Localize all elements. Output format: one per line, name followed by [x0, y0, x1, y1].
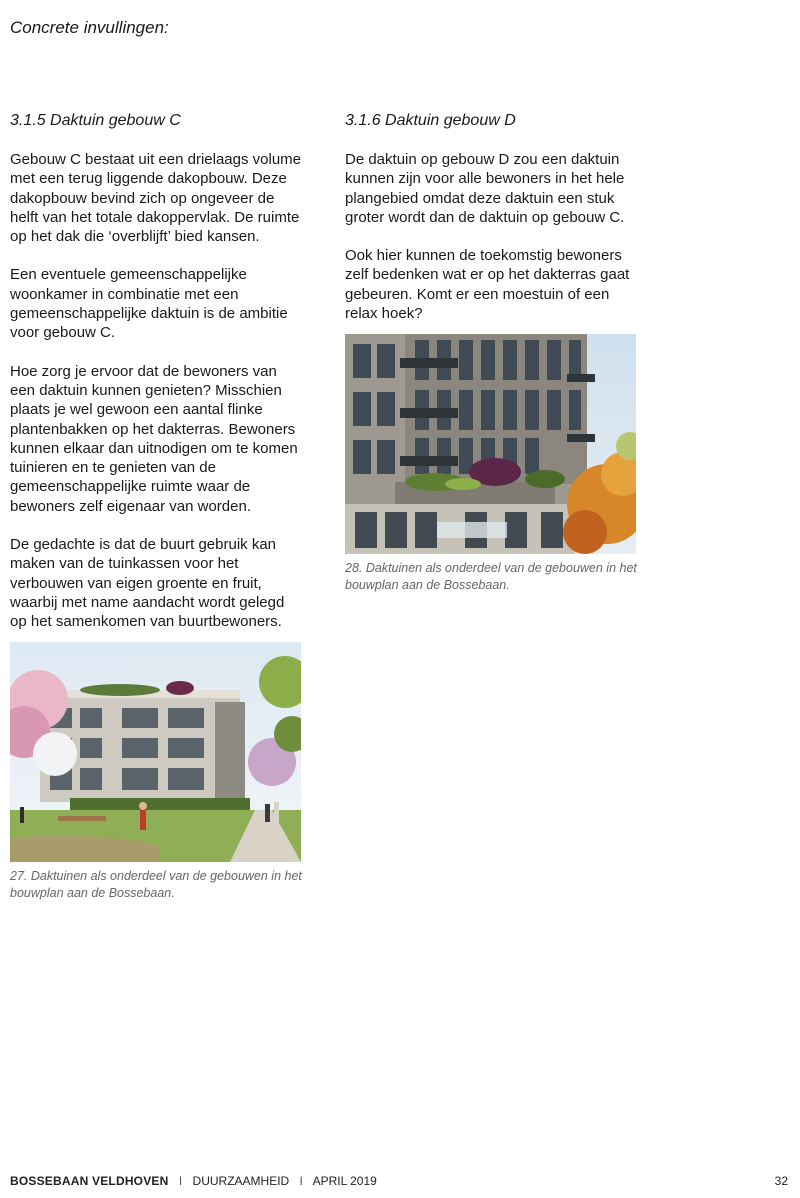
page-heading: Concrete invullingen:	[10, 18, 169, 37]
paragraph: Ook hier kunnen de toekomstig bewoners zelf bedenken wat er op het dakterras gaat gebeuren. Komt er een moestuin of een relax hoek?	[345, 247, 630, 323]
section-title-gebouw-d: 3.1.6 Daktuin gebouw D	[345, 112, 516, 129]
section-title-gebouw-c: 3.1.5 Daktuin gebouw C	[10, 112, 181, 129]
footer-brand: BOSSEBAAN VELDHOVEN	[10, 1174, 169, 1188]
figure-27	[10, 642, 305, 902]
rendering-gebouw-c-image	[10, 642, 301, 862]
paragraph: Hoe zorg je ervoor dat de bewoners van een daktuin kunnen genieten? Misschien plaats je wel gewoon een aantal flinke plantenbakken op het dakterras. Bewoners kunnen elkaar dan uitnodigen om te komen tuinieren en te genieten van de gemeenschappelijke ruimte waar de bewoners zelf eigenaar van worden.	[10, 362, 298, 515]
right-column	[345, 112, 640, 594]
paragraph: De daktuin op gebouw D zou een daktuin kunnen zijn voor alle bewoners in het hele plangebied omdat deze daktuin een stuk groter wordt dan de daktuin op gebouw C.	[345, 151, 625, 226]
page-footer	[10, 1174, 788, 1192]
footer-separator: I	[178, 1174, 183, 1188]
page-number: 32	[774, 1174, 788, 1188]
paragraph: De gedachte is dat de buurt gebruik kan maken van de tuinkassen voor het verbouwen van eigen groente en fruit, waarbij met name aandacht wordt gelegd op het samenkomen van buurtbewoners.	[10, 536, 285, 631]
paragraph: Gebouw C bestaat uit een drielaags volume met een terug liggende dakopbouw. Deze dakopbouw bevind zich op ongeveer de helft van het totale dakoppervlak. De ruimte op het dak die ‘overblijft’ bied kansen.	[10, 151, 302, 246]
figure-caption: 28. Daktuinen als onderdeel van de gebouwen in het bouwplan aan de Bossebaan.	[345, 561, 637, 593]
footer-section: DUURZAAMHEID	[192, 1174, 290, 1188]
figure-28	[345, 334, 640, 594]
rendering-gebouw-d-image	[345, 334, 636, 554]
figure-caption: 27. Daktuinen als onderdeel van de gebouwen in het bouwplan aan de Bossebaan.	[10, 868, 302, 900]
footer-separator: I	[299, 1174, 303, 1188]
paragraph: Een eventuele gemeenschappelijke woonkamer in combinatie met een gemeenschappelijke daktuin is de ambitie voor gebouw C.	[10, 266, 288, 342]
left-column	[10, 112, 305, 902]
footer-date: APRIL 2019	[312, 1174, 377, 1188]
footer-info	[10, 1174, 377, 1192]
